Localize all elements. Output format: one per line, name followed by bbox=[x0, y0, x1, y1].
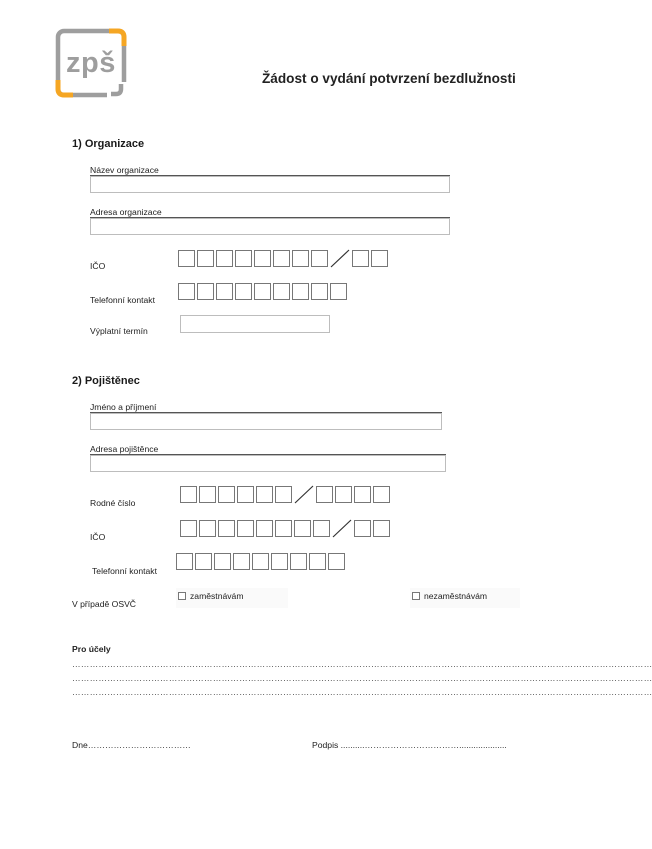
digit-box[interactable] bbox=[218, 486, 235, 503]
purpose-line-3[interactable]: ……………………………………………………………………………………………………………………………………………………………………………… bbox=[72, 687, 652, 697]
digit-box[interactable] bbox=[309, 553, 326, 570]
digit-box[interactable] bbox=[352, 250, 369, 267]
digit-box[interactable] bbox=[216, 283, 233, 300]
signature-field[interactable]: Podpis ..........…………………………….................... bbox=[312, 740, 507, 750]
digit-box[interactable] bbox=[273, 283, 290, 300]
digit-box[interactable] bbox=[237, 486, 254, 503]
digit-box[interactable] bbox=[271, 553, 288, 570]
slash-separator-icon bbox=[294, 486, 314, 503]
employ-checkbox[interactable] bbox=[178, 592, 186, 600]
digit-box[interactable] bbox=[313, 520, 330, 537]
digit-box[interactable] bbox=[330, 283, 347, 300]
employ-option-label: zaměstnávám bbox=[190, 591, 244, 601]
digit-box[interactable] bbox=[178, 283, 195, 300]
digit-box[interactable] bbox=[311, 283, 328, 300]
org-name-label: Název organizace bbox=[90, 165, 159, 175]
zps-logo bbox=[55, 28, 127, 98]
digit-box[interactable] bbox=[233, 553, 250, 570]
birth-number-boxes[interactable] bbox=[180, 486, 392, 503]
logo-text: zpš bbox=[66, 47, 116, 79]
insured-name-label: Jméno a příjmení bbox=[90, 402, 157, 412]
org-phone-boxes[interactable] bbox=[178, 283, 349, 300]
digit-box[interactable] bbox=[275, 520, 292, 537]
digit-box[interactable] bbox=[195, 553, 212, 570]
option-employ[interactable] bbox=[176, 588, 288, 608]
osvc-label: V případě OSVČ bbox=[72, 599, 137, 609]
digit-box[interactable] bbox=[254, 250, 271, 267]
not-employ-option-label: nezaměstnávám bbox=[424, 591, 488, 601]
payday-input[interactable] bbox=[180, 315, 330, 333]
digit-box[interactable] bbox=[216, 250, 233, 267]
digit-box[interactable] bbox=[199, 520, 216, 537]
digit-box[interactable] bbox=[373, 486, 390, 503]
digit-box[interactable] bbox=[214, 553, 231, 570]
digit-box[interactable] bbox=[254, 283, 271, 300]
digit-box[interactable] bbox=[197, 283, 214, 300]
digit-box[interactable] bbox=[292, 250, 309, 267]
purpose-line-2[interactable]: ……………………………………………………………………………………………………………………………………………………………………………… bbox=[72, 673, 652, 683]
digit-box[interactable] bbox=[373, 520, 390, 537]
org-phone-label: Telefonní kontakt bbox=[90, 295, 155, 305]
digit-box[interactable] bbox=[290, 553, 307, 570]
digit-box[interactable] bbox=[354, 520, 371, 537]
birth-number-label: Rodné číslo bbox=[90, 498, 136, 508]
org-address-label: Adresa organizace bbox=[90, 207, 162, 217]
digit-box[interactable] bbox=[328, 553, 345, 570]
org-ico-boxes[interactable] bbox=[178, 250, 390, 267]
digit-box[interactable] bbox=[176, 553, 193, 570]
digit-box[interactable] bbox=[252, 553, 269, 570]
purpose-heading: Pro účely bbox=[72, 644, 111, 654]
insured-address-label: Adresa pojištěnce bbox=[90, 444, 159, 454]
insured-ico-boxes[interactable] bbox=[180, 520, 392, 537]
digit-box[interactable] bbox=[235, 250, 252, 267]
payday-label: Výplatní termín bbox=[90, 326, 148, 336]
purpose-line-1[interactable]: ……………………………………………………………………………………………………………………………………………………………………………… bbox=[72, 659, 652, 669]
slash-separator-icon bbox=[332, 520, 352, 537]
digit-box[interactable] bbox=[237, 520, 254, 537]
digit-box[interactable] bbox=[354, 486, 371, 503]
digit-box[interactable] bbox=[275, 486, 292, 503]
digit-box[interactable] bbox=[178, 250, 195, 267]
insured-ico-label: IČO bbox=[90, 532, 106, 542]
not-employ-checkbox[interactable] bbox=[412, 592, 420, 600]
digit-box[interactable] bbox=[180, 486, 197, 503]
digit-box[interactable] bbox=[316, 486, 333, 503]
digit-box[interactable] bbox=[256, 486, 273, 503]
digit-box[interactable] bbox=[197, 250, 214, 267]
digit-box[interactable] bbox=[371, 250, 388, 267]
digit-box[interactable] bbox=[273, 250, 290, 267]
insured-phone-label: Telefonní kontakt bbox=[92, 566, 157, 576]
digit-box[interactable] bbox=[235, 283, 252, 300]
digit-box[interactable] bbox=[292, 283, 309, 300]
section-insured-heading: 2) Pojištěnec bbox=[72, 375, 140, 387]
insured-name-input[interactable] bbox=[90, 413, 442, 430]
digit-box[interactable] bbox=[311, 250, 328, 267]
slash-separator-icon bbox=[330, 250, 350, 267]
org-name-input[interactable] bbox=[90, 176, 450, 193]
insured-phone-boxes[interactable] bbox=[176, 553, 347, 570]
form-title: Žádost o vydání potvrzení bezdlužnosti bbox=[262, 71, 516, 86]
digit-box[interactable] bbox=[180, 520, 197, 537]
date-field[interactable]: Dne……………………………… bbox=[72, 740, 191, 750]
digit-box[interactable] bbox=[335, 486, 352, 503]
digit-box[interactable] bbox=[199, 486, 216, 503]
digit-box[interactable] bbox=[218, 520, 235, 537]
org-address-input[interactable] bbox=[90, 218, 450, 235]
insured-address-input[interactable] bbox=[90, 455, 446, 472]
section-organization-heading: 1) Organizace bbox=[72, 138, 145, 150]
option-not-employ[interactable] bbox=[410, 588, 520, 608]
digit-box[interactable] bbox=[256, 520, 273, 537]
digit-box[interactable] bbox=[294, 520, 311, 537]
org-ico-label: IČO bbox=[90, 261, 106, 271]
